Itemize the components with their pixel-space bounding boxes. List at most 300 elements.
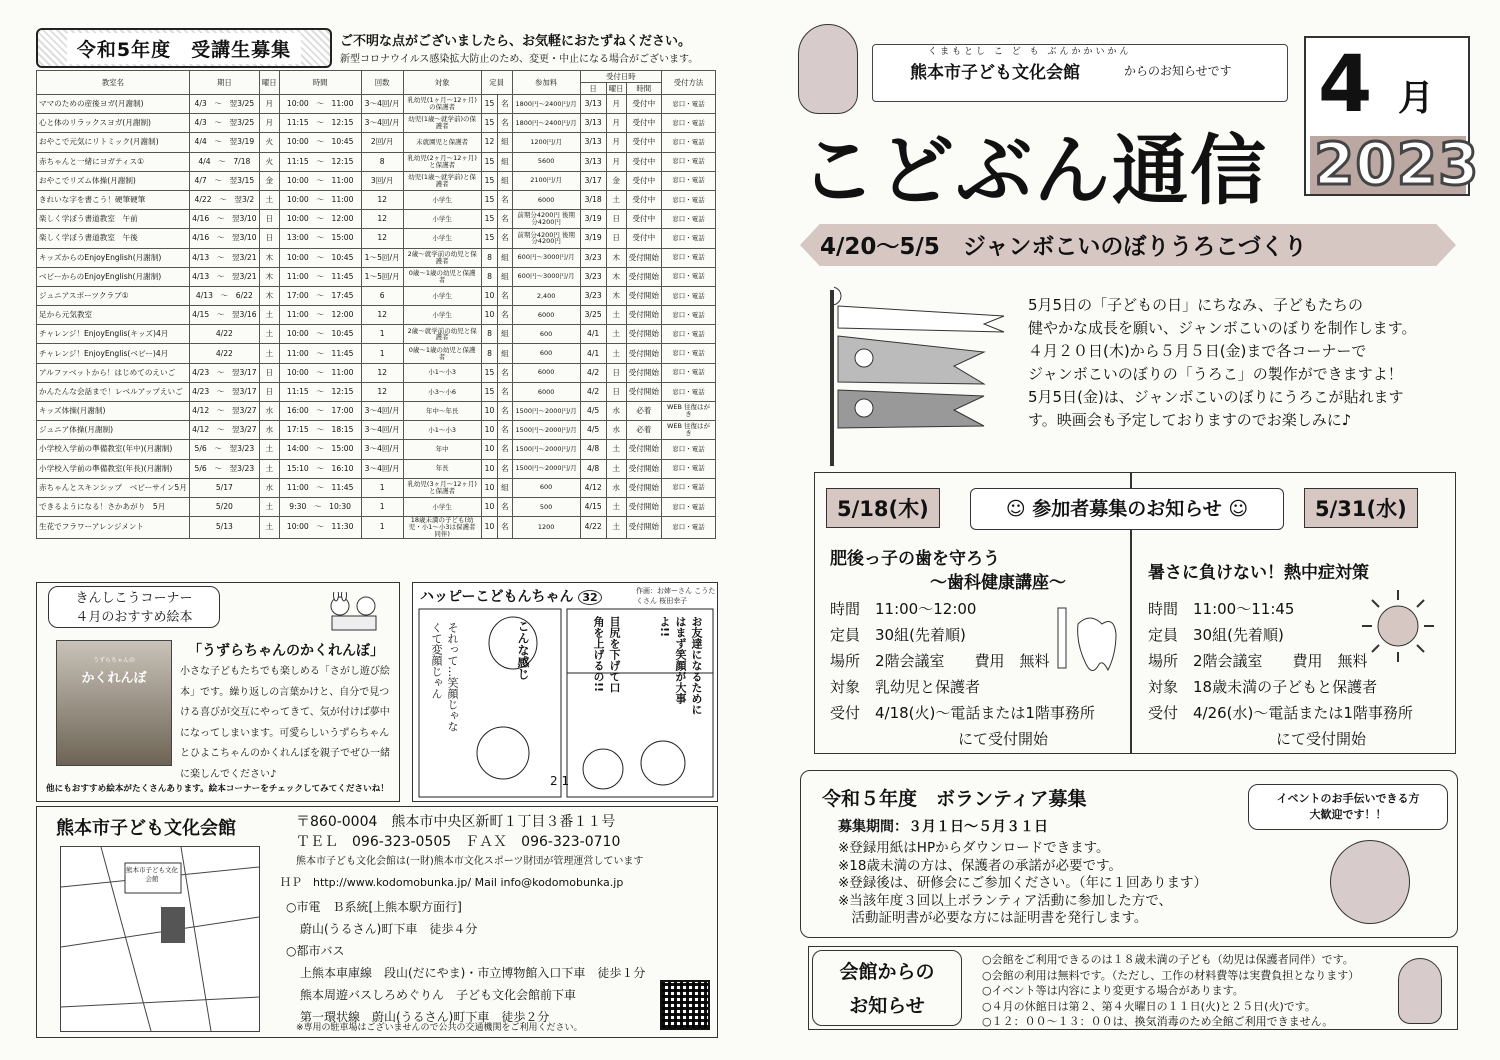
table-cell: 3～4回/月	[361, 114, 403, 133]
table-cell: 受付中	[626, 152, 661, 171]
table-cell: 12	[481, 133, 498, 152]
comic-author: 作画：お姉ーさん こうたくさん 桜田幸子	[636, 587, 716, 605]
table-row	[37, 229, 716, 248]
event1-reception-2: にて受付開始	[958, 730, 1049, 748]
tram-heading: ○市電 Ｂ系統[上熊本駅方面行]	[286, 900, 462, 914]
table-cell: 5600	[512, 152, 580, 171]
table-cell: 10:00 ～ 11:00	[279, 190, 361, 209]
table-cell: 2回/月	[361, 133, 403, 152]
table-cell: キッズ体操(月謝制)	[37, 402, 190, 421]
table-cell: 10:00 ～ 10:45	[279, 325, 361, 344]
table-cell: 12	[361, 190, 403, 209]
koi-line-1: 5月5日の「子どもの日」にちなみ、子どもたちの	[1028, 296, 1363, 314]
col-capacity: 定員	[481, 71, 512, 95]
table-cell: 4/15	[580, 497, 606, 516]
table-cell: 受付中	[626, 133, 661, 152]
table-cell: 年長	[403, 459, 481, 478]
sub-weekday: 曜日	[606, 83, 626, 95]
koinobori-banner-text: 4/20～5/5 ジャンボこいのぼりうろこづくり	[820, 234, 1307, 260]
event2-title: 暑さに負けない！熱中症対策	[1148, 563, 1369, 583]
table-cell: かんたんな会話まで！レベルアップえいご	[37, 382, 190, 401]
newsletter-title: こどぶん通信	[800, 126, 1268, 215]
table-cell: 10	[481, 286, 498, 305]
table-row	[37, 421, 716, 440]
table-cell: 15	[481, 95, 498, 114]
table-cell: 幼児(1歳～就学前)の保護者	[403, 114, 481, 133]
org-subtitle: からのお知らせです	[1124, 64, 1232, 78]
operator-note: 熊本市子ども文化会館は(一財)熊本市文化スポーツ財団が管理運営しています	[296, 856, 644, 867]
table-cell: 名	[498, 114, 512, 133]
table-cell: 3/17	[580, 171, 606, 190]
volunteer-title: 令和５年度 ボランティア募集	[822, 788, 1087, 810]
table-cell: 10:00 ～ 11:00	[279, 363, 361, 382]
table-cell: 1	[361, 325, 403, 344]
table-cell: 木	[606, 267, 626, 286]
table-cell: 窓口・電話	[662, 325, 716, 344]
table-cell: 金	[259, 171, 279, 190]
koinobori-illustration	[834, 286, 1014, 456]
table-cell: 水	[259, 478, 279, 497]
table-cell: 窓口・電話	[662, 344, 716, 363]
tram-stop: 蔚山(うるさん)町下車 徒歩４分	[300, 922, 478, 936]
table-cell: 0歳～1歳の幼児と保護者	[403, 267, 481, 286]
table-cell: 名	[498, 229, 512, 248]
table-cell: 名	[498, 497, 512, 516]
table-cell: 10	[481, 421, 498, 440]
table-cell: 0歳～1歳の幼児と保護者	[403, 344, 481, 363]
reading-kids-illustration	[326, 592, 382, 632]
table-cell: 3～4回/月	[361, 459, 403, 478]
table-cell: 窓口・電話	[662, 171, 716, 190]
table-cell: 組	[498, 152, 512, 171]
table-cell: 窓口・電話	[662, 440, 716, 459]
event1-title: 肥後っ子の歯を守ろう	[830, 549, 1000, 569]
table-cell: 4/12 ～ 翌3/27	[189, 402, 259, 421]
table-cell: 土	[259, 497, 279, 516]
table-cell: ベビーからのEnjoyEnglish(月謝制)	[37, 267, 190, 286]
table-cell: 5/6 ～ 翌3/23	[189, 440, 259, 459]
table-cell: 窓口・電話	[662, 286, 716, 305]
table-cell: 17:15 ～ 18:15	[279, 421, 361, 440]
hall-note-1: ○会館をご利用できるのは１８歳未満の子ども（幼児は保護者同伴）です。	[982, 953, 1354, 966]
table-cell: 4/15 ～ 翌3/16	[189, 306, 259, 325]
table-cell: WEB 往復はがき	[662, 421, 716, 440]
table-cell: 名	[498, 402, 512, 421]
table-cell: 火	[259, 152, 279, 171]
hall-title-2: お知らせ	[849, 995, 925, 1017]
table-cell: 6	[361, 286, 403, 305]
table-cell: 6000	[512, 306, 580, 325]
table-cell: ママのための産後ヨガ(月謝制)	[37, 95, 190, 114]
event2-capacity: 定員 30組(先着順)	[1148, 626, 1284, 644]
table-cell: 4/4 ～ 翌3/19	[189, 133, 259, 152]
vol-note-5: 活動証明書が必要な方には証明書を発行します。	[838, 910, 1148, 926]
table-cell: 受付開始	[626, 267, 661, 286]
table-row	[37, 152, 716, 171]
table-cell: 土	[606, 306, 626, 325]
table-cell: 小学生	[403, 306, 481, 325]
table-cell: 前期分4200円 後期分4200円	[512, 210, 580, 229]
covid-notice: 新型コロナウイルス感染拡大防止のため、変更・中止になる場合がございます。	[340, 54, 699, 65]
comic-title-text: ハッピーこどもんちゃん	[420, 589, 574, 605]
table-cell: 8	[481, 344, 498, 363]
table-cell: 受付中	[626, 229, 661, 248]
mascot-kodomon-small	[1398, 958, 1442, 1024]
table-cell: 年中	[403, 440, 481, 459]
table-cell: 3～4回/月	[361, 95, 403, 114]
event1-capacity: 定員 30組(先着順)	[830, 626, 966, 644]
volunteer-notes	[838, 840, 1207, 928]
table-cell: 11:15 ～ 12:15	[279, 382, 361, 401]
event2-date: 5/31(水)	[1304, 488, 1418, 528]
table-cell: 受付開始	[626, 286, 661, 305]
table-cell: 6000	[512, 363, 580, 382]
table-cell: 受付開始	[626, 517, 661, 538]
table-cell: 小学生	[403, 497, 481, 516]
table-cell: 9:30 ～ 10:30	[279, 497, 361, 516]
facility-name: 熊本市子ども文化会館	[56, 818, 236, 839]
table-cell: 小1～小3	[403, 363, 481, 382]
hall-notice-title	[812, 950, 962, 1026]
table-cell: 4/8	[580, 440, 606, 459]
table-cell: 受付開始	[626, 306, 661, 325]
table-cell: 名	[498, 210, 512, 229]
table-cell: 小学校入学前の準備教室(年長)(月謝制)	[37, 459, 190, 478]
bubble-line1: イベントのお手伝いできる方	[1276, 792, 1420, 805]
book-cover	[56, 640, 172, 766]
vol-note-2: ※18歳未満の方は、保護者の承諾が必要です。	[838, 857, 1122, 874]
table-cell: 窓口・電話	[662, 382, 716, 401]
table-cell: 1	[361, 517, 403, 538]
table-cell: 15	[481, 171, 498, 190]
table-cell: 木	[259, 248, 279, 267]
table-cell: 土	[259, 190, 279, 209]
table-cell: 600円～3000円/月	[512, 267, 580, 286]
table-row	[37, 95, 716, 114]
table-cell: 3/13	[580, 133, 606, 152]
table-cell: 4/4 ～ 7/18	[189, 152, 259, 171]
table-cell: 受付中	[626, 171, 661, 190]
table-cell: 窓口・電話	[662, 229, 716, 248]
tel-fax: ＴＥＬ 096-323-0505 ＦＡＸ 096-323-0710	[296, 834, 621, 850]
table-cell: 10	[481, 306, 498, 325]
postal-address: 〒860-0004 熊本市中央区新町１丁目３番１１号	[296, 814, 616, 830]
table-cell: 4/22 ～ 翌3/2	[189, 190, 259, 209]
table-cell: 必着	[626, 421, 661, 440]
comic-panel-numbers: 2 1	[550, 774, 570, 788]
col-target: 対象	[403, 71, 481, 95]
table-cell: 15	[481, 190, 498, 209]
table-cell: 窓口・電話	[662, 363, 716, 382]
table-cell: 10	[481, 497, 498, 516]
table-cell: 13:00 ～ 15:00	[279, 229, 361, 248]
table-cell: ジュニア体操(月謝制)	[37, 421, 190, 440]
table-cell: 前期分4200円 後期分4200円	[512, 229, 580, 248]
event2-target: 対象 18歳未満の子どもと保護者	[1148, 678, 1378, 696]
table-cell: 12	[361, 229, 403, 248]
table-cell: 3/23	[580, 267, 606, 286]
table-cell: 小学校入学前の準備教室(年中)(月謝制)	[37, 440, 190, 459]
col-weekday: 曜日	[259, 71, 279, 95]
sub-day: 日	[580, 83, 606, 95]
table-cell: 水	[606, 478, 626, 497]
map-facility-label: 熊本市子ども文化会館	[126, 866, 178, 883]
table-row	[37, 382, 716, 401]
table-cell: 土	[259, 306, 279, 325]
table-cell: 土	[606, 344, 626, 363]
table-cell: 幼児(1歳～就学前)と保護者	[403, 171, 481, 190]
table-cell: 土	[606, 517, 626, 538]
table-cell: 10:00 ～ 11:30	[279, 517, 361, 538]
table-cell: 10:00 ～ 10:45	[279, 133, 361, 152]
table-cell: 月	[606, 133, 626, 152]
table-cell: 受付開始	[626, 459, 661, 478]
table-cell: 名	[498, 440, 512, 459]
table-cell: 受付中	[626, 210, 661, 229]
table-cell: 4/2	[580, 363, 606, 382]
event2-place: 場所 2階会議室 費用 無料	[1148, 652, 1368, 670]
table-cell: 3/19	[580, 210, 606, 229]
table-cell: 11:00 ～ 11:45	[279, 267, 361, 286]
table-cell: 4/3 ～ 翌3/25	[189, 95, 259, 114]
hall-note-2: ○会館の利用は無料です。（ただし、工作の材料費等は実費負担となります）	[982, 968, 1360, 982]
event1-place: 場所 2階会議室 費用 無料	[830, 652, 1050, 670]
table-cell: 月	[259, 114, 279, 133]
comic-speech-3: 目尻を下げて口角を上げるの!!	[592, 616, 621, 693]
table-cell: 窓口・電話	[662, 478, 716, 497]
table-cell: 6000	[512, 382, 580, 401]
table-cell: 足から元気教室	[37, 306, 190, 325]
table-cell: 600円～3000円/月	[512, 248, 580, 267]
table-cell: 600	[512, 478, 580, 497]
table-cell: 5/13	[189, 517, 259, 538]
table-cell: 1	[361, 497, 403, 516]
table-cell: 月	[259, 95, 279, 114]
table-cell: おやこで元気にリトミック(月謝制)	[37, 133, 190, 152]
table-cell: 1	[361, 478, 403, 497]
table-cell: 4/1	[580, 344, 606, 363]
table-cell: 木	[259, 267, 279, 286]
table-cell: 赤ちゃんと一緒にヨガティス①	[37, 152, 190, 171]
koinobori-description	[1028, 294, 1458, 432]
table-cell: 乳幼児(3ヶ月～12ヶ月)と保護者	[403, 478, 481, 497]
table-cell: 受付開始	[626, 440, 661, 459]
table-row	[37, 171, 716, 190]
book-corner-tag	[48, 586, 220, 628]
col-reception: 受付日時	[580, 71, 661, 83]
table-cell: 受付中	[626, 190, 661, 209]
table-cell: アルファベットから！はじめてのえいご	[37, 363, 190, 382]
table-cell: 3～4回/月	[361, 421, 403, 440]
table-row	[37, 497, 716, 516]
table-cell: 窓口・電話	[662, 210, 716, 229]
table-cell: 小3～小6	[403, 382, 481, 401]
access-directions	[286, 896, 645, 1028]
col-method: 受付方法	[662, 71, 716, 95]
table-row	[37, 325, 716, 344]
table-cell: 窓口・電話	[662, 114, 716, 133]
table-cell: 日	[606, 210, 626, 229]
table-cell: 5/20	[189, 497, 259, 516]
table-cell: 心と体のリラックスヨガ(月謝制)	[37, 114, 190, 133]
event1-subtitle: ～歯科健康講座～	[930, 573, 1066, 593]
table-cell: 窓口・電話	[662, 95, 716, 114]
table-cell: 組	[498, 267, 512, 286]
table-cell: 1800円～2400円/月	[512, 114, 580, 133]
table-cell: 8	[481, 248, 498, 267]
table-row	[37, 478, 716, 497]
table-cell: 名	[498, 363, 512, 382]
table-cell: 日	[259, 382, 279, 401]
table-cell: 11:15 ～ 12:15	[279, 152, 361, 171]
table-cell: 10	[481, 402, 498, 421]
table-cell: 月	[606, 114, 626, 133]
hall-note-5: ○１２：００～１３：００は、換気消毒のため全館ご利用できません。	[982, 1015, 1334, 1028]
table-cell: 10	[481, 459, 498, 478]
table-cell: 組	[498, 325, 512, 344]
table-cell: 1500円～2000円/月	[512, 459, 580, 478]
table-cell: 4/16 ～ 翌3/10	[189, 210, 259, 229]
table-cell: 3/19	[580, 229, 606, 248]
table-cell: 3/13	[580, 152, 606, 171]
table-row	[37, 190, 716, 209]
table-cell: 3/23	[580, 286, 606, 305]
table-cell: 16:00 ～ 17:00	[279, 402, 361, 421]
events-heading: ☺ 参加者募集のお知らせ ☺	[970, 488, 1284, 530]
table-cell: おやこでリズム体操(月謝制)	[37, 171, 190, 190]
table-cell: 3/18	[580, 190, 606, 209]
table-cell: 未就園児と保護者	[403, 133, 481, 152]
hall-notice-list	[982, 952, 1359, 1030]
table-cell: 1	[361, 344, 403, 363]
table-cell: チャレンジ！EnjoyEnglis(キッズ)4月	[37, 325, 190, 344]
table-cell: 火	[259, 133, 279, 152]
table-cell: 名	[498, 382, 512, 401]
col-course: 教室名	[37, 71, 190, 95]
vol-note-3: ※登録後は、研修会にご参加ください。（年に１回あります）	[838, 875, 1208, 891]
table-cell: 窓口・電話	[662, 517, 716, 538]
table-cell: 水	[259, 421, 279, 440]
table-cell: 15	[481, 114, 498, 133]
table-row	[37, 363, 716, 382]
table-cell: 日	[259, 363, 279, 382]
facility-address	[296, 812, 643, 872]
table-cell: 3回/月	[361, 171, 403, 190]
table-cell: 600	[512, 344, 580, 363]
col-dates: 期日	[189, 71, 259, 95]
table-row	[37, 210, 716, 229]
table-cell: 日	[259, 229, 279, 248]
cover-title-text: かくれんぼ	[81, 671, 147, 686]
table-cell: 2100円/月	[512, 171, 580, 190]
table-cell: 小学生	[403, 190, 481, 209]
table-cell: 土	[606, 325, 626, 344]
table-cell: 受付開始	[626, 363, 661, 382]
table-cell: 5/6 ～ 翌3/23	[189, 459, 259, 478]
table-cell: 1～5回/月	[361, 267, 403, 286]
table-cell: 名	[498, 190, 512, 209]
table-cell: 1500円～2000円/月	[512, 402, 580, 421]
table-cell: 窓口・電話	[662, 190, 716, 209]
table-cell: 12	[361, 382, 403, 401]
table-cell: 受付開始	[626, 497, 661, 516]
bus-route-2: 熊本周遊バスしろめぐりん 子ども文化会館前下車	[300, 988, 577, 1002]
course-table	[36, 70, 716, 539]
table-cell: 土	[606, 440, 626, 459]
table-cell: 3/25	[580, 306, 606, 325]
table-cell: 土	[259, 325, 279, 344]
banner-title: 令和5年度 受講生募集	[67, 33, 301, 64]
table-cell: 3/13	[580, 95, 606, 114]
table-cell: 3～4回/月	[361, 402, 403, 421]
table-cell: 赤ちゃんとスキンシップ ベビーサイン5月	[37, 478, 190, 497]
table-row	[37, 306, 716, 325]
bubble-line2: 大歓迎です！！	[1309, 808, 1387, 821]
comic-speech-1: こんな感じ	[516, 620, 530, 680]
event2-time: 時間 11:00～11:45	[1148, 600, 1295, 618]
table-cell: 1200円/月	[512, 133, 580, 152]
table-cell: 窓口・電話	[662, 459, 716, 478]
table-cell: 10	[481, 478, 498, 497]
table-cell: 10:00 ～ 12:00	[279, 210, 361, 229]
sun-illustration	[1358, 588, 1438, 664]
table-cell: 11:00 ～ 11:45	[279, 478, 361, 497]
table-cell: 4/23 ～ 翌3/17	[189, 382, 259, 401]
table-cell: 木	[606, 248, 626, 267]
table-cell: 17:00 ～ 17:45	[279, 286, 361, 305]
table-cell: 4/13 ～ 翌3/21	[189, 248, 259, 267]
col-count: 回数	[361, 71, 403, 95]
table-cell: 15	[481, 210, 498, 229]
koi-line-3: ４月２０日(木)から５月５日(金)まで各コーナーで	[1028, 342, 1367, 360]
table-cell: 4/22	[189, 344, 259, 363]
table-cell: 5/17	[189, 478, 259, 497]
homepage-mail[interactable]: ＨＰ http://www.kodomobunka.jp/ Mail info@kodomobunka.jp	[280, 876, 624, 889]
comic-speech-2: お友達になるためにはまず笑顔が大事よ!!	[658, 616, 703, 715]
table-cell: 10:00 ～ 11:00	[279, 95, 361, 114]
table-cell: 水	[606, 402, 626, 421]
table-cell: 水	[259, 402, 279, 421]
table-cell: 8	[481, 325, 498, 344]
table-cell: 土	[259, 459, 279, 478]
table-cell: 10:00 ～ 10:45	[279, 248, 361, 267]
table-cell: 組	[498, 344, 512, 363]
mascot-kodomon-volunteer	[1330, 840, 1410, 924]
table-cell: 8	[361, 152, 403, 171]
table-cell: きれいな字を書こう！硬筆硬筆	[37, 190, 190, 209]
table-cell: 2歳～就学前の幼児と保護者	[403, 325, 481, 344]
toothbrush-tooth-illustration	[1054, 604, 1120, 674]
bus-heading: ○都市バス	[286, 944, 345, 958]
table-cell: 土	[259, 440, 279, 459]
table-cell: 8	[481, 267, 498, 286]
table-cell: 名	[498, 306, 512, 325]
table-cell: 500	[512, 497, 580, 516]
table-cell: 12	[361, 306, 403, 325]
table-cell: 10	[481, 440, 498, 459]
table-cell: 3～4回/月	[361, 440, 403, 459]
table-cell: 2歳～就学前の幼児と保護者	[403, 248, 481, 267]
issue-month: 4	[1318, 40, 1373, 130]
book-tag-line2: ４月のおすすめ絵本	[75, 610, 193, 625]
qr-code[interactable]	[660, 980, 710, 1030]
book-footer: 他にもおすすめ絵本がたくさんあります。絵本コーナーをチェックしてみてくださいね！	[46, 784, 389, 794]
table-row	[37, 267, 716, 286]
table-cell: 12	[361, 363, 403, 382]
table-cell: 名	[498, 517, 512, 538]
table-cell: 18歳未満の子ども(幼児・小1～小3は保護者同伴)	[403, 517, 481, 538]
table-row	[37, 517, 716, 538]
